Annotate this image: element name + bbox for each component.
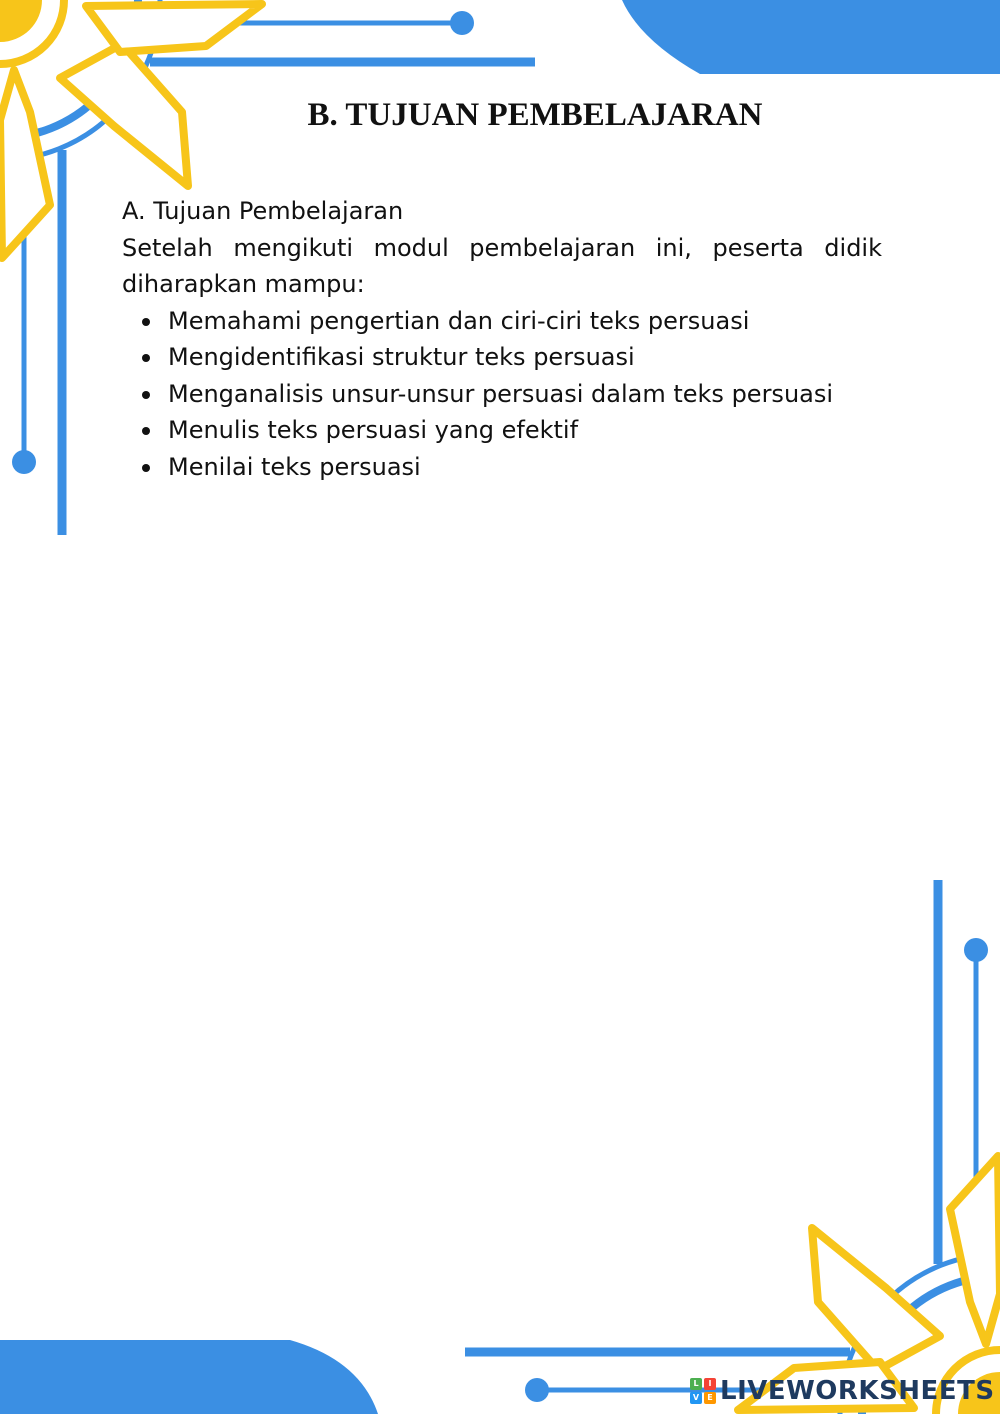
logo-tile: I	[704, 1378, 716, 1390]
connector-dot-top	[450, 11, 474, 35]
learning-objectives-section	[122, 193, 882, 485]
list-item: Mengidentifikasi struktur teks persuasi	[168, 339, 882, 376]
connector-dot-left	[12, 450, 36, 474]
top-right-blob	[622, 0, 1000, 74]
logo-tile: V	[690, 1392, 702, 1404]
logo-tile: L	[690, 1378, 702, 1390]
connector-dot-bottom	[525, 1378, 549, 1402]
list-item: Menulis teks persuasi yang efektif	[168, 412, 882, 449]
connector-dot-right	[964, 938, 988, 962]
section-label: A. Tujuan Pembelajaran	[122, 197, 404, 225]
page-title: B. TUJUAN PEMBELAJARAN	[307, 97, 763, 133]
list-item: Menganalisis unsur-unsur persuasi dalam teks persuasi	[168, 376, 882, 413]
intro-paragraph: Setelah mengikuti modul pembelajaran ini, peserta didik diharapkan mampu:	[122, 233, 882, 298]
liveworksheets-watermark	[690, 1374, 995, 1408]
list-item: Menilai teks persuasi	[168, 449, 882, 486]
watermark-text: LIVEWORKSHEETS	[720, 1376, 995, 1406]
liveworksheets-logo-icon	[690, 1378, 716, 1404]
logo-tile: E	[704, 1392, 716, 1404]
bottom-left-blob	[0, 1340, 378, 1414]
goals-list	[122, 303, 882, 486]
list-item: Memahami pengertian dan ciri-ciri teks persuasi	[168, 303, 882, 340]
